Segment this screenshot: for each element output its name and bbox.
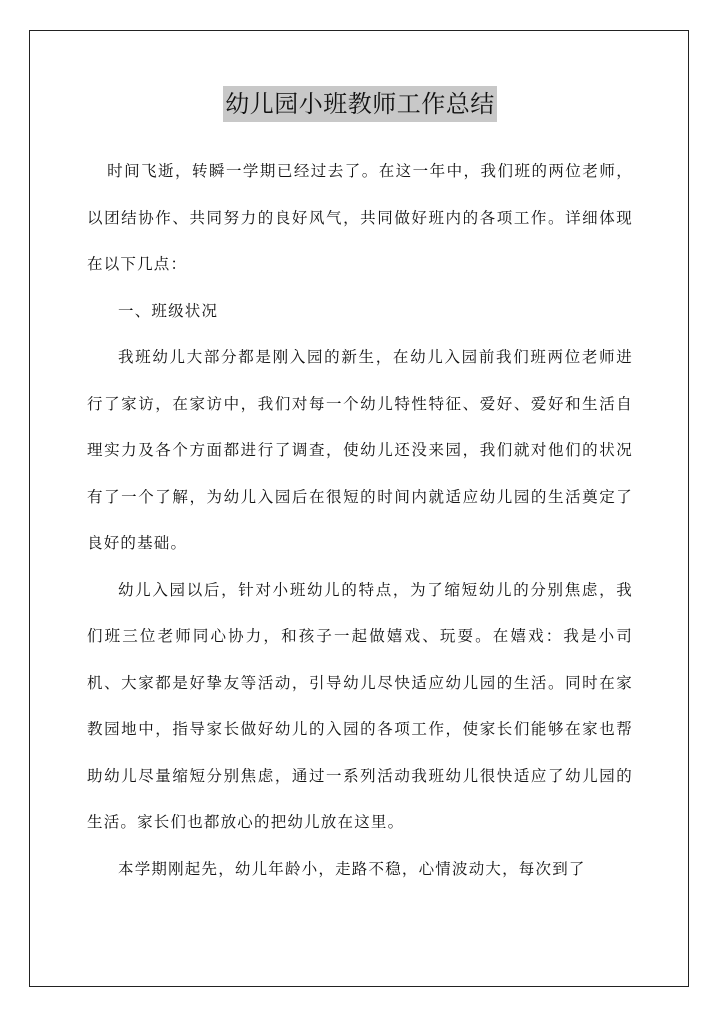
section-heading-class-status: 一、班级状况: [118, 301, 219, 320]
title-container: [0, 86, 720, 122]
document-title: 幼儿园小班教师工作总结: [223, 86, 497, 122]
document-body: [87, 148, 633, 892]
paragraph-intro: 时间飞逝，转瞬一学期已经过去了。在这一年中，我们班的两位老师，以团结协作、共同努力的良好风气，共同做好班内的各项工作。详细体现在以下几点：: [87, 162, 633, 273]
paragraph-home-visit: 我班幼儿大部分都是刚入园的新生，在幼儿入园前我们班两位老师进行了家访，在家访中，我们对每一个幼儿特性特征、爱好、爱好和生活自理实力及各个方面都进行了调查，使幼儿还没来园，我们就对他们的状况有了一个了解，为幼儿入园后在很短的时间内就适应幼儿园的生活奠定了良好的基础。: [87, 348, 633, 552]
paragraph-adaptation: 幼儿入园以后，针对小班幼儿的特点，为了缩短幼儿的分别焦虑，我们班三位老师同心协力，和孩子一起做嬉戏、玩耍。在嬉戏：我是小司机、大家都是好挚友等活动，引导幼儿尽快适应幼儿园的生活。同时在家教园地中，指导家长做好幼儿的入园的各项工作，使家长们能够在家也帮助幼儿尽量缩短分别焦虑，通过一系列活动我班幼儿很快适应了幼儿园的生活。家长们也都放心的把幼儿放在这里。: [87, 580, 633, 831]
paragraph-semester-start: 本学期刚起先，幼儿年龄小，走路不稳，心情波动大，每次到了: [118, 859, 586, 878]
